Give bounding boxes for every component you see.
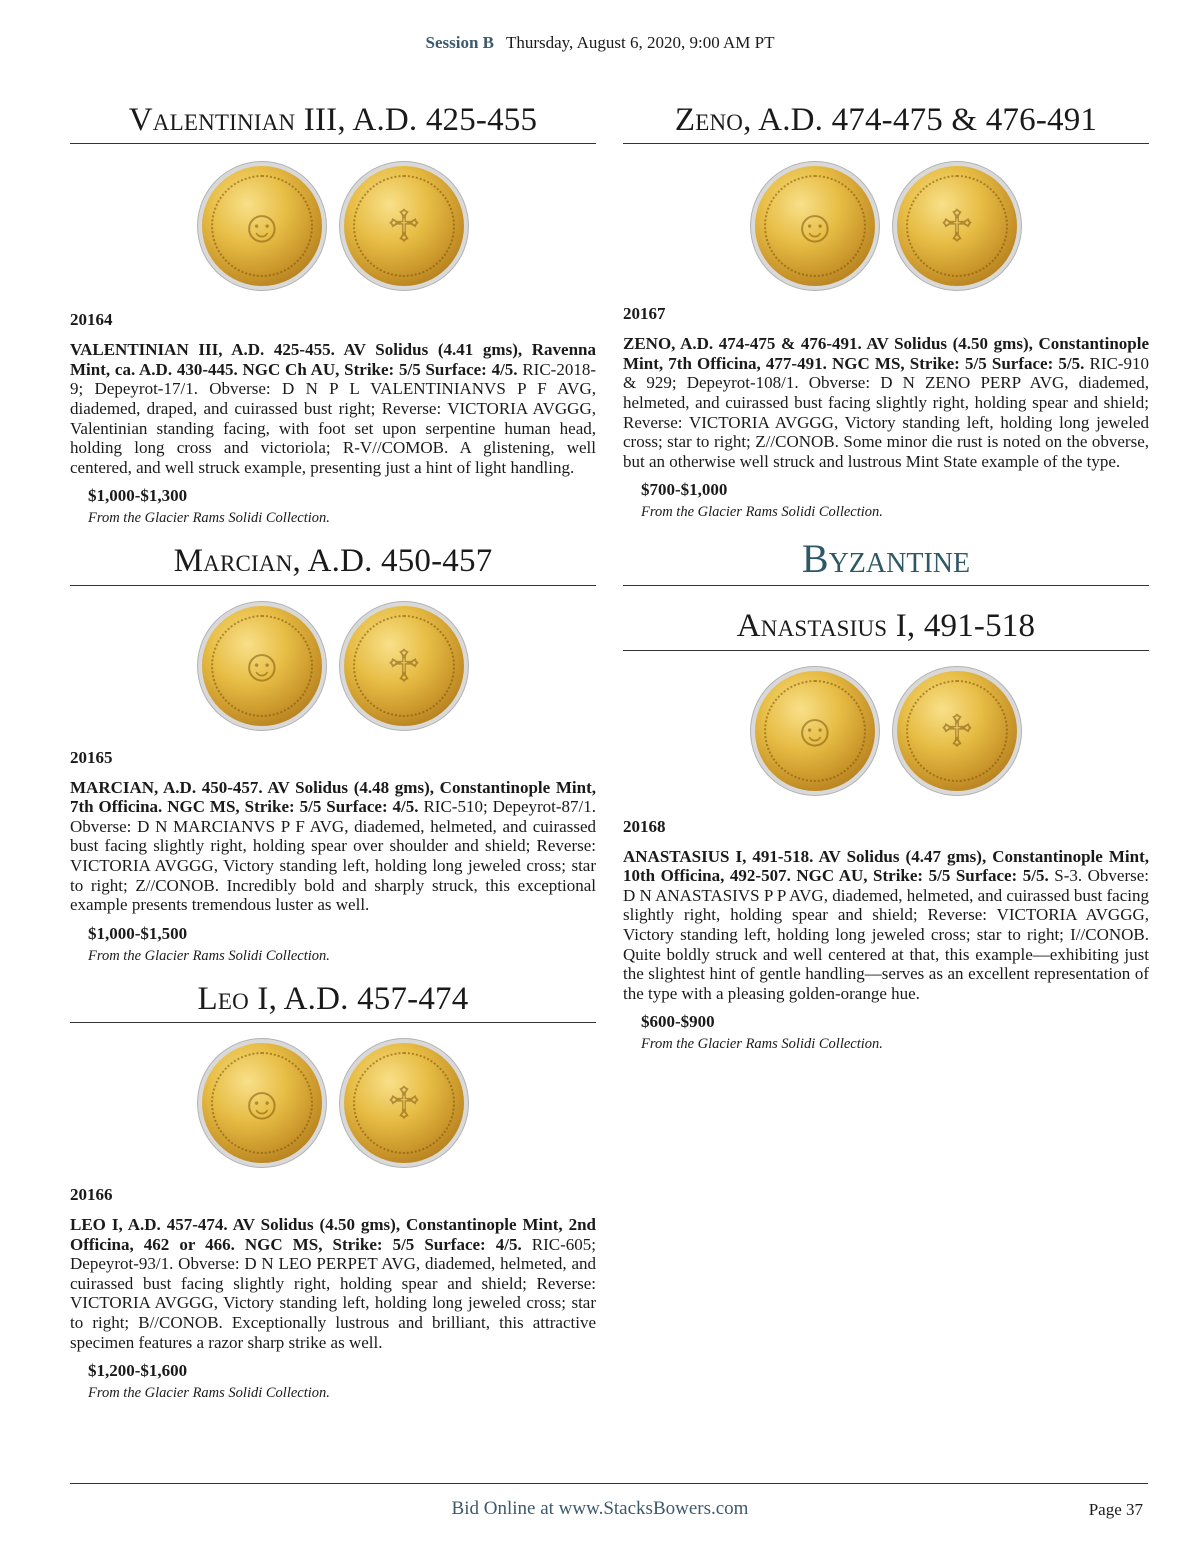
coin-obverse-image[interactable]: ☺ [202,1043,322,1163]
coin-reverse-image[interactable]: ♱ [344,166,464,286]
lot-description-text: RIC-910 & 929; Depeyrot-108/1. Obverse: D N ZENO PERP AVG, diademed, helmeted, and cuirassed bust facing slightly right, holding spear and shield; Reverse: VICTORIA AVGGG, Victory standing left, holding long jeweled cross; star to right; Z//CONOB. Some minor die rust is noted on the obverse, but an otherwise well struck and lustrous Mint State example of the type. [623,353,1150,471]
lot-description-text: S-3. Obverse: D N ANASTASIVS P P AVG, diademed, helmeted, and cuirassed bust facing slightly right, holding spear and shield; Reverse: VICTORIA AVGGG, Victory standing left, holding long jeweled cross; star to right; I//CONOB. Quite boldly struck and well centered at that, this example—exhibiting just the slightest hint of gentle handling—serves as an excellent representation of the type with a pleasing golden-orange hue. [623,866,1149,1003]
coin-obverse-image[interactable]: ☺ [755,166,875,286]
lot-20167 [623,100,1149,521]
lot-description [70,1215,596,1352]
lot-description [70,778,596,915]
left-column [70,100,596,1416]
lot-20165 [70,541,596,964]
lot-provenance: From the Glacier Rams Solidi Collection. [641,1036,883,1053]
lot-number: 20165 [70,747,113,767]
lot-20166 [70,979,596,1402]
lot-provenance: From the Glacier Rams Solidi Collection. [88,510,330,527]
lot-20164 [70,100,596,527]
lot-20168 [623,606,1149,1053]
lot-description-text: RIC-605; Depeyrot-93/1. Obverse: D N LEO PERPET AVG, diademed, helmeted, and cuirassed bust facing slightly right, holding spear and shield; Reverse: VICTORIA AVGGG, Victory standing left, holding long jeweled cross; star to right; B//CONOB. Exceptionally lustrous and brilliant, this attractive specimen features a razor sharp strike as well. [70,1234,596,1352]
lot-estimate: $1,000-$1,300 [88,486,188,506]
section-title: Byzantine [623,535,1149,586]
lot-title: Zeno, A.D. 474-475 & 476-491 [623,100,1149,144]
coin-obverse-image[interactable]: ☺ [202,166,322,286]
lot-description-bold: LEO I, A.D. 457-474. AV Solidus (4.50 gms), Constantinople Mint, 2nd Officina, 462 or 466. NGC MS, Strike: 5/5 Surface: 4/5. [70,1215,596,1254]
lot-number: 20168 [623,816,666,836]
lot-provenance: From the Glacier Rams Solidi Collection. [88,1385,330,1402]
lot-number: 20164 [70,310,113,330]
lot-estimate: $1,200-$1,600 [88,1361,188,1381]
lot-description-text: RIC-510; Depeyrot-87/1. Obverse: D N MARCIANVS P F AVG, diademed, helmeted, and cuirassed bust facing slightly right, holding spear over shoulder and shield; Reverse: VICTORIA AVGGG, Victory standing left, holding long jeweled cross; star to right; Z//CONOB. Incredibly bold and sharply struck, this exceptional example presents tremendous luster as well. [70,797,597,915]
coin-images [623,166,1149,286]
lot-estimate: $700-$1,000 [641,480,728,500]
lot-provenance: From the Glacier Rams Solidi Collection. [641,504,883,521]
footer-divider [70,1483,1148,1484]
lot-estimate: $600-$900 [641,1012,715,1032]
lot-title: Anastasius I, 491-518 [623,606,1149,650]
lot-description-bold: VALENTINIAN III, A.D. 425-455. AV Solidus (4.41 gms), Ravenna Mint, ca. A.D. 430-445. NGC Ch AU, Strike: 5/5 Surface: 4/5. [70,340,596,379]
lot-number: 20166 [70,1185,113,1205]
lot-provenance: From the Glacier Rams Solidi Collection. [88,947,330,964]
lot-title: Leo I, A.D. 457-474 [70,979,596,1023]
coin-images [70,1043,596,1163]
lot-description-text: RIC-2018-9; Depeyrot-17/1. Obverse: D N P L VALENTINIANVS P F AVG, diademed, draped, and cuirassed bust right; Reverse: VICTORIA AVGGG, Valentinian standing facing, with foot set upon serpentine human head, holding long cross and victoriola; R-V//COMOB. A glistening, well centered, and well struck example, presenting just a hint of light handling. [70,359,596,477]
coin-reverse-image[interactable]: ♱ [897,166,1017,286]
lot-description [623,334,1149,471]
session-label: Session B [425,33,494,52]
lot-description-bold: ANASTASIUS I, 491-518. AV Solidus (4.47 gms), Constantinople Mint, 10th Officina, 492-507. NGC AU, Strike: 5/5 Surface: 5/5. [623,846,1149,886]
lot-description [623,847,1149,1004]
right-column [623,100,1149,1067]
lot-title: Marcian, A.D. 450-457 [70,541,596,585]
footer-link[interactable]: Bid Online at www.StacksBowers.com [451,1498,749,1519]
lot-description-bold: MARCIAN, A.D. 450-457. AV Solidus (4.48 gms), Constantinople Mint, 7th Officina. NGC MS, Strike: 5/5 Surface: 4/5. [70,777,596,817]
session-datetime: Thursday, August 6, 2020, 9:00 AM PT [505,33,775,52]
coin-images [70,606,596,726]
coin-images [70,166,596,286]
page-header [0,33,1200,53]
coin-images [623,671,1149,791]
lot-description [70,340,596,477]
lot-number: 20167 [623,304,666,324]
lot-description-bold: ZENO, A.D. 474-475 & 476-491. AV Solidus (4.50 gms), Constantinople Mint, 7th Officina, 477-491. NGC MS, Strike: 5/5 Surface: 5/5. [623,334,1149,373]
lot-title: Valentinian III, A.D. 425-455 [70,100,596,144]
page-number: Page 37 [1088,1500,1143,1519]
coin-obverse-image[interactable]: ☺ [755,671,875,791]
coin-reverse-image[interactable]: ♱ [344,1043,464,1163]
coin-reverse-image[interactable]: ♱ [897,671,1017,791]
coin-reverse-image[interactable]: ♱ [344,606,464,726]
lot-estimate: $1,000-$1,500 [88,923,188,943]
coin-obverse-image[interactable]: ☺ [202,606,322,726]
